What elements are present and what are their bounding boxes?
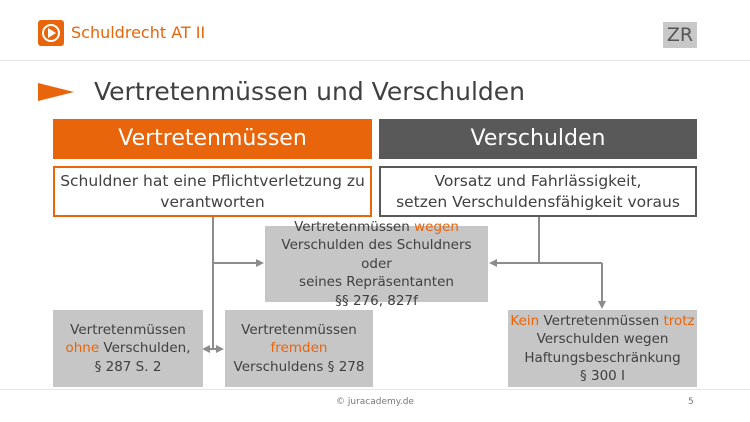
box-line (508, 312, 697, 331)
box-fremden-verschuldens (225, 310, 373, 387)
definition-line: Schuldner hat eine Pflichtverletzung zu (60, 171, 365, 190)
box-line: Vertretenmüssen (241, 321, 357, 338)
definition-line: verantworten (160, 192, 265, 211)
box-line: seines Repräsentanten (299, 274, 454, 291)
box-text: Vertretenmüssen (294, 218, 415, 235)
highlight-ohne: ohne (65, 340, 100, 357)
vertretenmuessen-header: Vertretenmüssen (53, 119, 372, 159)
definition-line: setzen Verschuldensfähigkeit voraus (396, 192, 680, 211)
highlight-trotz: trotz (663, 312, 695, 329)
arrowhead-fremden (216, 345, 224, 353)
zr-badge: ZR (663, 22, 697, 48)
footer-divider (0, 389, 750, 390)
arrowhead-center-right (489, 259, 497, 267)
box-line: Vertretenmüssen (70, 321, 186, 338)
definition-line: Vorsatz und Fahrlässigkeit, (434, 171, 642, 190)
box-wegen-verschulden (265, 218, 488, 309)
page-number: 5 (688, 397, 694, 407)
arrowhead-center-left (256, 259, 264, 267)
box-line: Verschulden des Schuldners oder (281, 237, 472, 272)
highlight-kein: Kein (510, 312, 540, 329)
verschulden-header: Verschulden (379, 119, 697, 159)
box-line: §§ 276, 827f (335, 292, 418, 309)
course-title: Schuldrecht AT II (71, 23, 206, 42)
footer-copyright: © juracademy.de (336, 397, 414, 407)
box-line (53, 339, 203, 358)
box-line (265, 218, 488, 237)
slide-heading: Vertretenmüssen und Verschulden (94, 77, 526, 106)
arrowhead-ohne (202, 345, 210, 353)
highlight-wegen: wegen (414, 218, 459, 235)
box-line: § 287 S. 2 (94, 358, 162, 375)
box-ohne-verschulden (53, 310, 203, 387)
vertretenmuessen-definition (53, 166, 372, 217)
box-line: § 300 I (579, 368, 626, 384)
box-text: Vertretenmüssen (539, 312, 664, 329)
box-line: Verschulden wegen (536, 331, 669, 347)
box-text: Verschulden, (99, 340, 191, 357)
highlight-fremden: fremden (270, 340, 328, 357)
box-kein-vertretenmuessen (508, 310, 697, 387)
verschulden-definition (379, 166, 697, 217)
box-line: Verschuldens § 278 (233, 358, 365, 375)
arrowhead-kein (598, 301, 606, 309)
box-line: Haftungsbeschränkung (524, 349, 681, 366)
